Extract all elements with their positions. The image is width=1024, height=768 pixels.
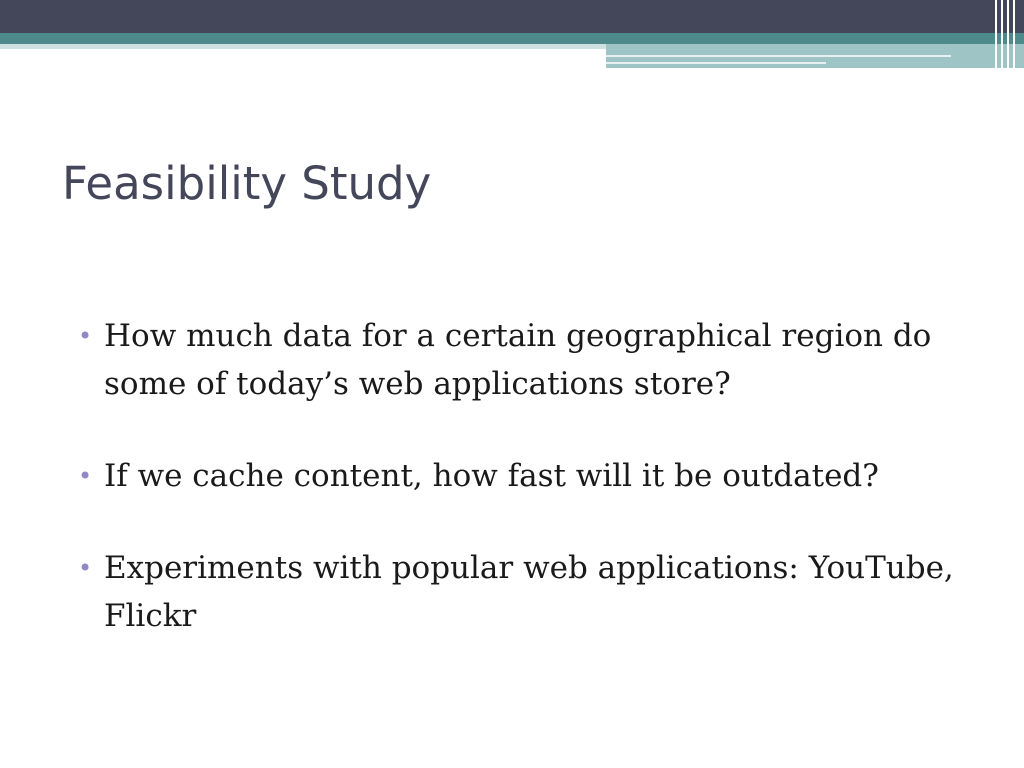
bullet-list: [78, 312, 978, 640]
bullet-text: How much data for a certain geographical region do some of today’s web applications store?: [104, 318, 932, 402]
header-band-underline: [0, 44, 606, 49]
slide-title: Feasibility Study: [62, 157, 432, 210]
bullet-item: [78, 312, 978, 408]
bullet-item: [78, 452, 978, 500]
header-band-dark: [0, 0, 1024, 33]
bullet-item: [78, 544, 978, 640]
header-stripe: [1007, 0, 1009, 68]
bullet-text: Experiments with popular web applications: YouTube, Flickr: [104, 550, 954, 634]
bullet-dot-icon: •: [78, 322, 93, 350]
header-stripe: [1013, 0, 1015, 68]
header-accent-line: [606, 62, 826, 64]
header-accent-line: [606, 55, 951, 57]
header-band-teal: [0, 33, 1024, 44]
header-stripe: [1001, 0, 1003, 68]
header-stripe: [995, 0, 997, 68]
bullet-text: If we cache content, how fast will it be outdated?: [104, 458, 879, 494]
bullet-dot-icon: •: [78, 554, 93, 582]
bullet-dot-icon: •: [78, 462, 93, 490]
